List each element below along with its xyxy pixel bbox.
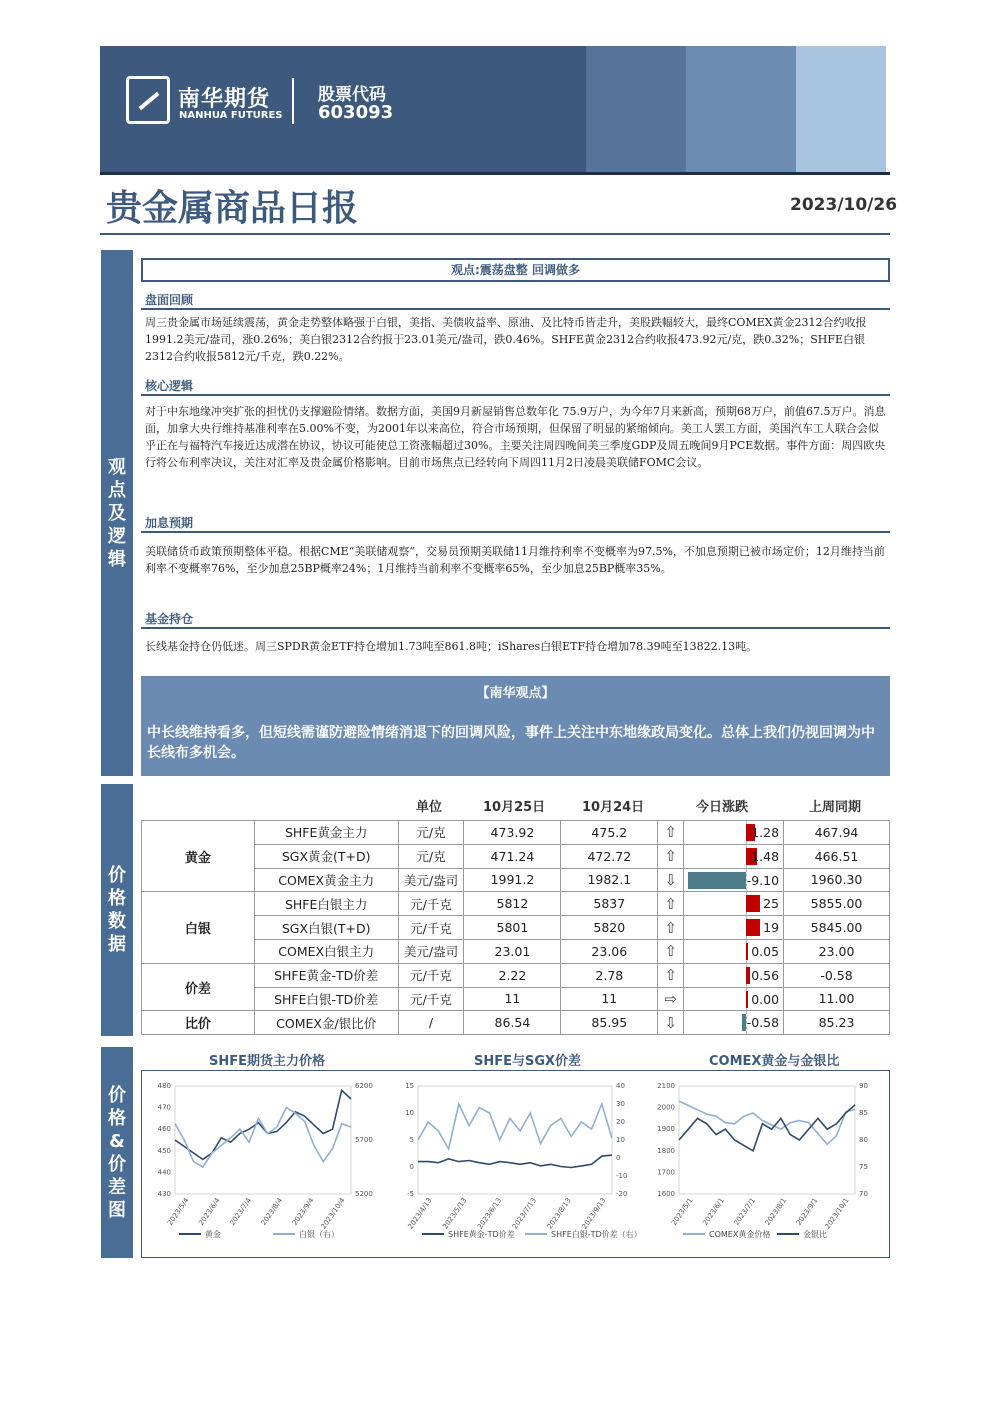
side-label-price-data	[101, 784, 133, 1036]
item-name: SGX黄金(T+D)	[254, 844, 398, 868]
banner-block	[686, 46, 796, 174]
unit: 元/千克	[398, 916, 464, 940]
col-header-date2: 10月24日	[582, 800, 645, 815]
col-header-date1: 10月25日	[483, 800, 546, 815]
item-name: SHFE白银-TD价差	[254, 987, 398, 1011]
change-cell	[684, 892, 784, 916]
y-tick-label: 440	[157, 1168, 171, 1177]
x-tick-label: 2023/10/4	[319, 1196, 347, 1231]
x-tick-label: 2023/8/1	[763, 1196, 789, 1227]
y-tick-label: 15	[405, 1082, 414, 1090]
plot-area	[175, 1086, 351, 1194]
trend-arrow-icon: ⇧	[658, 821, 684, 845]
change-bar	[746, 943, 748, 960]
section-text: 对于中东地缘冲突扩张的担忧仍支撑避险情绪。数据方面，美国9月新屋销售总数年化 75.9万户，为今年7月来新高，预期68万户，前值67.5万户。消息面，加拿大央行维持基准利率在5.00%不变，为2001年以来高位，符合市场预期，但保留了明显的紧缩倾向。美工人罢工方面，美国汽车工人联合会似乎正在与福特汽车接近达成潜在协议，协议可能使总工资涨幅超过30%。主要关注周四晚间美三季度GDP及周五晚间9月PCE数据。事件方面：周四欧央行将公布利率决议，关注对汇率及贵金属价格影响。目前市场焦点已经转向下周四11月2日凌晨美联储FOMC会议。	[145, 405, 886, 469]
x-tick-label: 2023/7/4	[228, 1196, 254, 1227]
change-cell	[684, 844, 784, 868]
chart-title: SHFE与SGX价差	[474, 1054, 582, 1069]
unit: 美元/盎司	[398, 939, 464, 963]
side-label-text: 价格数据	[108, 865, 126, 955]
change-cell	[684, 868, 784, 892]
item-name: COMEX白银主力	[254, 939, 398, 963]
company-name-en: NANHUA FUTURES	[179, 110, 283, 121]
trend-arrow-icon: ⇧	[658, 892, 684, 916]
table-row	[142, 868, 890, 892]
y2-tick-label: 40	[616, 1082, 625, 1090]
y-tick-label: 480	[157, 1082, 171, 1090]
chart-shfe-sgx-spread	[386, 1074, 644, 1254]
section-text: 长线基金持仓仍低迷。周三SPDR黄金ETF持仓增加1.73吨至861.8吨；iShares白银ETF持仓增加78.39吨至13822.13吨。	[145, 640, 758, 653]
chart-title: COMEX黄金与金银比	[709, 1054, 840, 1069]
y-tick-label: -5	[407, 1190, 414, 1198]
table-row	[142, 916, 890, 940]
change-value: -0.58	[746, 1015, 780, 1031]
side-label-charts	[101, 1047, 133, 1258]
banner-block	[586, 46, 686, 174]
change-value: 19	[763, 920, 780, 936]
x-tick-label: 2023/5/13	[441, 1196, 469, 1231]
unit: 元/千克	[398, 892, 464, 916]
x-tick-label: 2023/9/4	[290, 1196, 316, 1227]
item-name: SGX白银(T+D)	[254, 916, 398, 940]
change-cell	[684, 963, 784, 987]
trend-arrow-icon: ⇩	[658, 868, 684, 892]
prev-week-value: 1960.30	[784, 868, 890, 892]
plot-area	[418, 1086, 612, 1194]
y2-tick-label: 6200	[355, 1082, 373, 1090]
logo-divider	[292, 78, 294, 124]
legend-label: SHFE白银-TD价差（右）	[551, 1230, 642, 1239]
stock-code: 603093	[318, 102, 394, 123]
y-tick-label: 1900	[657, 1125, 675, 1134]
price-table	[141, 820, 890, 1035]
y2-tick-label: 85	[859, 1109, 868, 1117]
value-prev-day: 472.72	[561, 844, 658, 868]
y2-tick-label: 5700	[355, 1136, 373, 1144]
change-value: 0.05	[751, 943, 780, 959]
value-today: 11	[464, 987, 561, 1011]
y2-tick-label: 0	[616, 1154, 621, 1162]
trend-arrow-icon: ⇩	[658, 1011, 684, 1035]
y2-tick-label: 10	[616, 1136, 625, 1144]
value-prev-day: 475.2	[561, 821, 658, 845]
prev-week-value: 467.94	[784, 821, 890, 845]
change-cell	[684, 1011, 784, 1035]
y2-tick-label: 90	[859, 1082, 868, 1090]
col-header-prev-week: 上周同期	[809, 800, 862, 815]
stock-code-label: 股票代码	[318, 85, 386, 105]
title-divider	[100, 233, 890, 235]
value-today: 473.92	[464, 821, 561, 845]
y2-tick-label: -20	[616, 1190, 628, 1198]
trend-arrow-icon: ⇨	[658, 987, 684, 1011]
section-title: 加息预期	[145, 516, 194, 530]
view-summary: 观点:震荡盘整 回调做多	[141, 258, 890, 282]
section-title: 基金持仓	[145, 612, 194, 626]
value-prev-day: 85.95	[561, 1011, 658, 1035]
report-title: 贵金属商品日报	[106, 187, 359, 229]
change-bar	[742, 1014, 746, 1031]
y-tick-label: 1700	[657, 1168, 675, 1177]
change-bar	[746, 991, 748, 1008]
value-prev-day: 5820	[561, 916, 658, 940]
item-name: COMEX金/银比价	[254, 1011, 398, 1035]
side-label-text: 价格&价差图	[108, 1084, 126, 1221]
group-label: 价差	[142, 963, 255, 1011]
trend-arrow-icon: ⇧	[658, 916, 684, 940]
item-name: COMEX黄金主力	[254, 868, 398, 892]
item-name: SHFE黄金主力	[254, 821, 398, 845]
change-bar	[746, 967, 750, 984]
banner-block	[796, 46, 886, 174]
trend-arrow-icon: ⇧	[658, 939, 684, 963]
nanhua-view-text: 中长线维持看多，但短线需谨防避险情绪消退下的回调风险，事件上关注中东地缘政局变化。总体上我们仍视回调为中长线布多机会。	[147, 725, 875, 761]
plot-area	[679, 1086, 855, 1194]
nanhua-logo-icon	[126, 76, 170, 124]
value-prev-day: 23.06	[561, 939, 658, 963]
y-tick-label: 1600	[657, 1190, 675, 1198]
x-tick-label: 2023/7/13	[510, 1196, 539, 1231]
chart-comex-gold-ratio	[647, 1074, 887, 1254]
prev-week-value: 466.51	[784, 844, 890, 868]
unit: 元/千克	[398, 987, 464, 1011]
y-tick-label: 2100	[657, 1082, 675, 1090]
change-value: 1.28	[751, 825, 780, 840]
prev-week-value: 23.00	[784, 939, 890, 963]
value-prev-day: 1982.1	[561, 868, 658, 892]
value-today: 5801	[464, 916, 561, 940]
change-value: 0.00	[751, 991, 780, 1007]
legend-label: 黄金	[205, 1230, 221, 1239]
x-tick-label: 2023/7/1	[732, 1196, 758, 1227]
nanhua-view-title: 【南华观点】	[476, 686, 555, 701]
change-bar	[746, 919, 760, 936]
y-tick-label: 5	[409, 1136, 414, 1144]
group-label: 比价	[142, 1011, 255, 1035]
unit: /	[398, 1011, 464, 1035]
table-row	[142, 939, 890, 963]
col-header-unit: 单位	[416, 800, 443, 815]
series-line	[418, 1104, 612, 1149]
change-value: 0.56	[751, 967, 780, 983]
legend-label: COMEX黄金价格	[709, 1230, 771, 1239]
y-tick-label: 430	[157, 1190, 171, 1198]
x-tick-label: 2023/9/13	[580, 1196, 608, 1231]
x-tick-label: 2023/6/4	[197, 1196, 222, 1227]
table-row	[142, 892, 890, 916]
side-label-text: 观点及逻辑	[108, 456, 126, 570]
x-tick-label: 2023/9/1	[794, 1196, 820, 1227]
y2-tick-label: 75	[859, 1163, 868, 1171]
table-row	[142, 1011, 890, 1035]
section-text: 周三贵金属市场延续震荡，黄金走势整体略强于白银，美指、美债收益率、原油、及比特币皆走升，美股跌幅较大，最终COMEX黄金2312合约收报1991.2美元/盎司，涨0.26%；美白银2312合约报于23.01美元/盎司，跌0.46%。SHFE黄金2312合约收报473.92元/克，跌0.32%；SHFE白银2312合约收报5812元/千克，跌0.22%。	[145, 316, 867, 363]
change-value: 25	[763, 896, 780, 912]
y2-tick-label: 80	[859, 1136, 868, 1144]
trend-arrow-icon: ⇧	[658, 963, 684, 987]
prev-week-value: 5855.00	[784, 892, 890, 916]
y2-tick-label: 5200	[355, 1190, 373, 1198]
unit: 元/克	[398, 821, 464, 845]
table-row	[142, 821, 890, 845]
value-today: 1991.2	[464, 868, 561, 892]
item-name: SHFE黄金-TD价差	[254, 963, 398, 987]
y2-tick-label: 70	[859, 1190, 868, 1198]
col-header-change: 今日涨跌	[696, 800, 749, 815]
prev-week-value: -0.58	[784, 963, 890, 987]
value-prev-day: 2.78	[561, 963, 658, 987]
change-cell	[684, 916, 784, 940]
change-value: 1.48	[751, 848, 780, 864]
prev-week-value: 11.00	[784, 987, 890, 1011]
table-row	[142, 844, 890, 868]
y-tick-label: 10	[405, 1109, 414, 1117]
unit: 元/克	[398, 844, 464, 868]
section-text: 美联储货币政策预期整体平稳。根据CME“美联储观察”，交易员预期美联储11月维持利率不变概率为97.5%，不加息预期已被市场定价；12月维持当前利率不变概率76%，至少加息25BP概率24%；1月维持当前利率不变概率65%，至少加息25BP概率35%。	[145, 545, 885, 575]
y-tick-label: 470	[157, 1103, 171, 1112]
change-cell	[684, 939, 784, 963]
y2-tick-label: -10	[616, 1172, 628, 1180]
banner-underline	[100, 172, 890, 175]
section-title: 盘面回顾	[145, 293, 194, 307]
chart-title: SHFE期货主力价格	[209, 1054, 326, 1069]
trend-arrow-icon: ⇧	[658, 844, 684, 868]
unit: 美元/盎司	[398, 868, 464, 892]
group-label: 黄金	[142, 821, 255, 892]
x-tick-label: 2023/8/4	[259, 1196, 285, 1227]
y-tick-label: 460	[157, 1125, 171, 1134]
change-bar	[746, 895, 760, 912]
prev-week-value: 85.23	[784, 1011, 890, 1035]
item-name: SHFE白银主力	[254, 892, 398, 916]
x-tick-label: 2023/6/13	[476, 1196, 504, 1231]
section-divider	[141, 531, 890, 533]
section-divider	[141, 308, 890, 310]
value-prev-day: 5837	[561, 892, 658, 916]
y-tick-label: 1800	[657, 1146, 675, 1155]
x-tick-label: 2023/5/1	[670, 1196, 695, 1227]
x-tick-label: 2023/6/1	[701, 1196, 726, 1227]
x-tick-label: 2023/10/1	[823, 1196, 851, 1231]
prev-week-value: 5845.00	[784, 916, 890, 940]
unit: 元/千克	[398, 963, 464, 987]
value-today: 86.54	[464, 1011, 561, 1035]
value-today: 5812	[464, 892, 561, 916]
legend-label: 白银（右）	[299, 1230, 339, 1239]
chart-shfe-price	[143, 1074, 383, 1254]
y-tick-label: 2000	[657, 1103, 675, 1112]
change-cell	[684, 987, 784, 1011]
section-title: 核心逻辑	[145, 379, 194, 393]
y-tick-label: 0	[409, 1163, 414, 1171]
x-tick-label: 2023/8/13	[545, 1196, 573, 1231]
value-prev-day: 11	[561, 987, 658, 1011]
side-label-view-logic	[101, 250, 133, 776]
legend-label: 金银比	[803, 1230, 827, 1239]
change-cell	[684, 821, 784, 845]
value-today: 2.22	[464, 963, 561, 987]
table-row	[142, 987, 890, 1011]
y-tick-label: 450	[157, 1146, 171, 1155]
report-date: 2023/10/26	[790, 195, 898, 215]
x-tick-label: 2023/4/13	[406, 1196, 434, 1231]
table-row	[142, 963, 890, 987]
value-today: 471.24	[464, 844, 561, 868]
value-today: 23.01	[464, 939, 561, 963]
y2-tick-label: 20	[616, 1118, 625, 1126]
nanhua-view-box	[141, 676, 890, 776]
company-name-cn: 南华期货	[178, 87, 271, 112]
section-divider	[141, 394, 890, 396]
series-line	[418, 1155, 612, 1167]
change-value: -9.10	[746, 872, 780, 888]
section-divider	[141, 627, 890, 629]
legend-label: SHFE黄金-TD价差	[448, 1230, 515, 1239]
x-tick-label: 2023/5/4	[166, 1196, 191, 1227]
group-label: 白银	[142, 892, 255, 963]
y2-tick-label: 30	[616, 1100, 625, 1108]
change-bar	[688, 872, 746, 889]
